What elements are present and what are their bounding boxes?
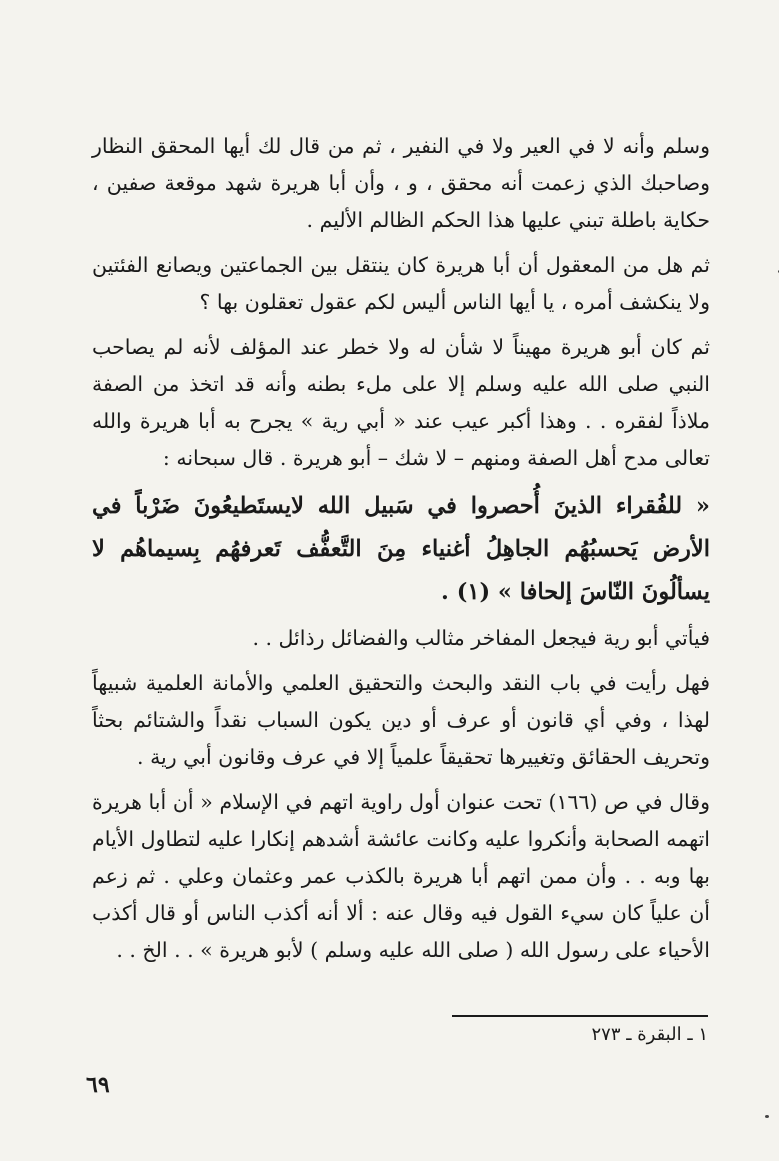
scan-speck (765, 1115, 769, 1118)
paragraph-4: فيأتي أبو رية فيجعل المفاخر مثالب والفضائل رذائل . . (252, 626, 710, 650)
page-body (92, 128, 710, 977)
quran-verse: « للفُقراء الذينَ أُحصروا في سَبيل الله لايستَطيعُونَ ضَرْباً في الأرض يَحسبُهُم الجاهِلُ أغنياء مِنَ التَّعفُّف تَعرفهُم بِسيماهُم لا يسألُونَ النّاسَ إلحافا » (١) . (92, 493, 710, 605)
footnote-divider (452, 1015, 708, 1017)
paragraph-1: وسلم وأنه لا في العير ولا في النفير ، ثم من قال لك أيها المحقق النظار وصاحبك الذي زعمت أنه محقق ، و ، وأن أبا هريرة شهد موقعة صفين ، حكاية باطلة تبني عليها هذا الحكم الظالم الأليم . (92, 134, 710, 232)
footnote: ١ ـ البقرة ـ ٢٧٣ (591, 1024, 708, 1045)
paragraph-2: ثم هل من المعقول أن أبا هريرة كان ينتقل بين الجماعتين ويصانع الفئتين ولا ينكشف أمره ، يا أيها الناس أليس لكم عقول تعقلون بها ؟ (92, 253, 710, 314)
paragraph-6: وقال في ص (١٦٦) تحت عنوان أول راوية اتهم في الإسلام « أن أبا هريرة اتهمه الصحابة وأنكروا عليه وكانت عائشة أشدهم إنكارا عليه لتطاول الأيام بها وبه . . وأن ممن اتهم أبا هريرة بالكذب عمر وعثمان وعلي . ثم زعم أن علياً كان سيء القول فيه وقال عنه : ألا أنه أكذب الناس أو قال أكذب الأحياء على رسول الله ( صلى الله عليه وسلم ) لأبو هريرة » . . الخ . . (92, 790, 711, 962)
paragraph-3: ثم كان أبو هريرة مهيناً لا شأن له ولا خطر عند المؤلف لأنه لم يصاحب النبي صلى الله عليه وسلم إلا على ملء بطنه وأنه قد اتخذ من الصفة ملاذاً لفقره . . وهذا أكبر عيب عند « أبي رية » يجرح به أبا هريرة والله تعالى مدح أهل الصفة ومنهم – لا شك – أبو هريرة . قال سبحانه : (92, 335, 710, 470)
page-number: ٦٩ (86, 1072, 110, 1098)
paragraph-5: فهل رأيت في باب النقد والبحث والتحقيق العلمي والأمانة العلمية شبيهاً لهذا ، وفي أي قانون أو عرف أو دين يكون السباب نقداً والشتائم بحثاً وتحريف الحقائق وتغييرها تحقيقاً علمياً إلا في عرف وقانون أبي رية . (92, 671, 710, 769)
